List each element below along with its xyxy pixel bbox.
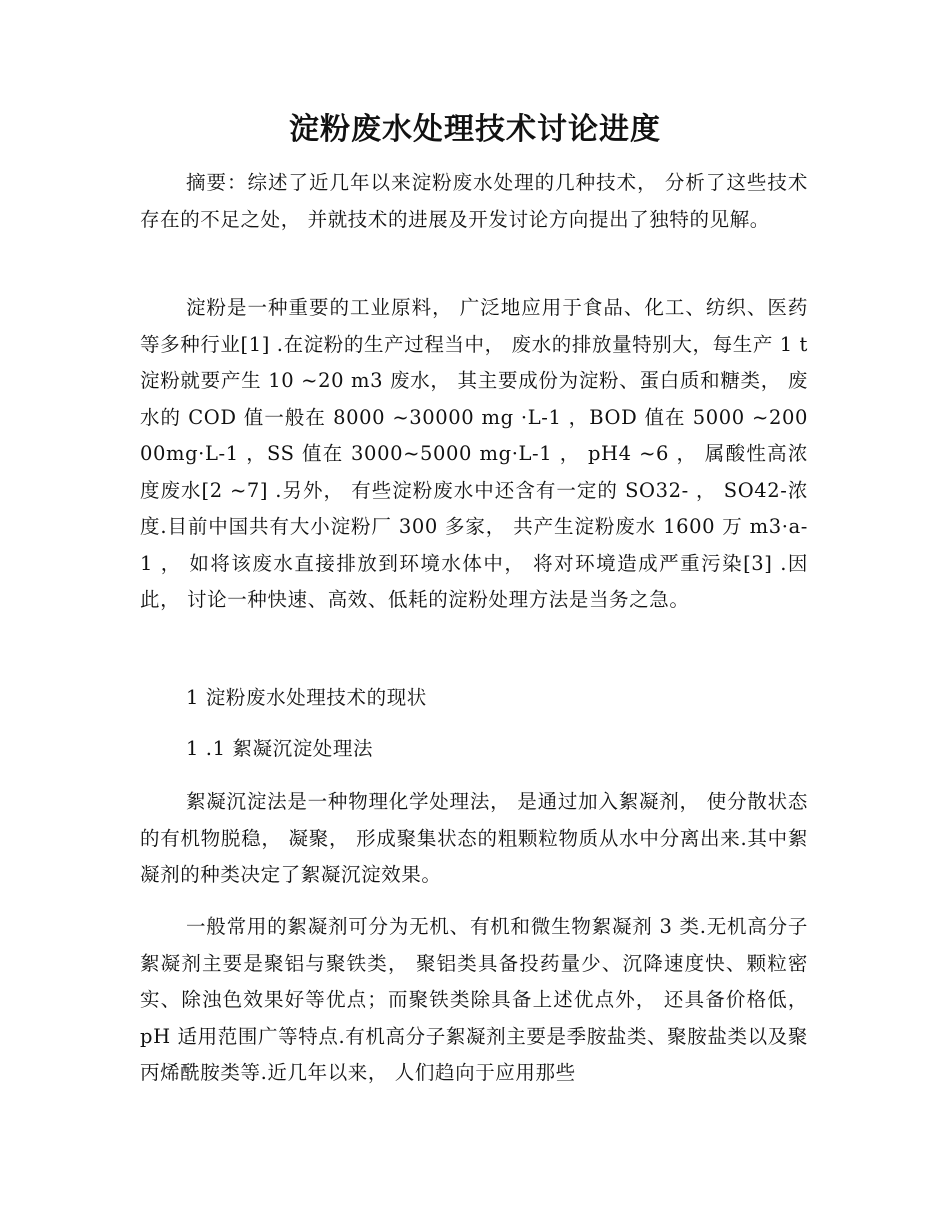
abstract-paragraph: 摘要：综述了近几年以来淀粉废水处理的几种技术， 分析了这些技术存在的不足之处， 并就技术的进展及开发讨论方向提出了独特的见解。 [140, 171, 808, 231]
section-heading-1: 1 淀粉废水处理技术的现状 [186, 686, 427, 709]
subsection-heading-1-1: 1 .1 絮凝沉淀处理法 [186, 737, 374, 760]
flocculation-paragraph-2: 一般常用的絮凝剂可分为无机、有机和微生物絮凝剂 3 类.无机高分子絮凝剂主要是聚铝与聚铁类， 聚铝类具备投药量少、沉降速度快、颗粒密实、除浊色效果好等优点；而聚铁类除具备上述优点外， 还具备价格低， pH 适用范围广等特点.有机高分子絮凝剂主要是季胺盐类、聚胺盐类以及聚丙烯酰胺类等.近几年以来， 人们趋向于应用那些 [140, 915, 808, 1084]
document-title: 淀粉废水处理技术讨论进度 [289, 112, 661, 147]
flocculation-paragraph-1: 絮凝沉淀法是一种物理化学处理法， 是通过加入絮凝剂， 使分散状态的有机物脱稳， 凝聚， 形成聚集状态的粗颗粒物质从水中分离出来.其中絮凝剂的种类决定了絮凝沉淀效果。 [140, 790, 808, 886]
intro-paragraph: 淀粉是一种重要的工业原料， 广泛地应用于食品、化工、纺织、医药等多种行业[1] .在淀粉的生产过程当中， 废水的排放量特别大，每生产 1 t 淀粉就要产生 10 ~20 m3 废水， 其主要成份为淀粉、蛋白质和糖类， 废水的 COD 值一般在 8000 ~30000 mg ·L-1 ，BOD 值在 5000 ~20000mg·L-1 ，SS 值在 3000~5000 mg·L-1 ， pH4 ~6 ， 属酸性高浓度废水[2 ~7] .另外， 有些淀粉废水中还含有一定的 SO32- ， SO42-浓度.目前中国共有大小淀粉厂 300 多家， 共产生淀粉废水 1600 万 m3·a-1 ， 如将该废水直接排放到环境水体中， 将对环境造成严重污染[3] .因此， 讨论一种快速、高效、低耗的淀粉处理方法是当务之急。 [140, 296, 808, 611]
